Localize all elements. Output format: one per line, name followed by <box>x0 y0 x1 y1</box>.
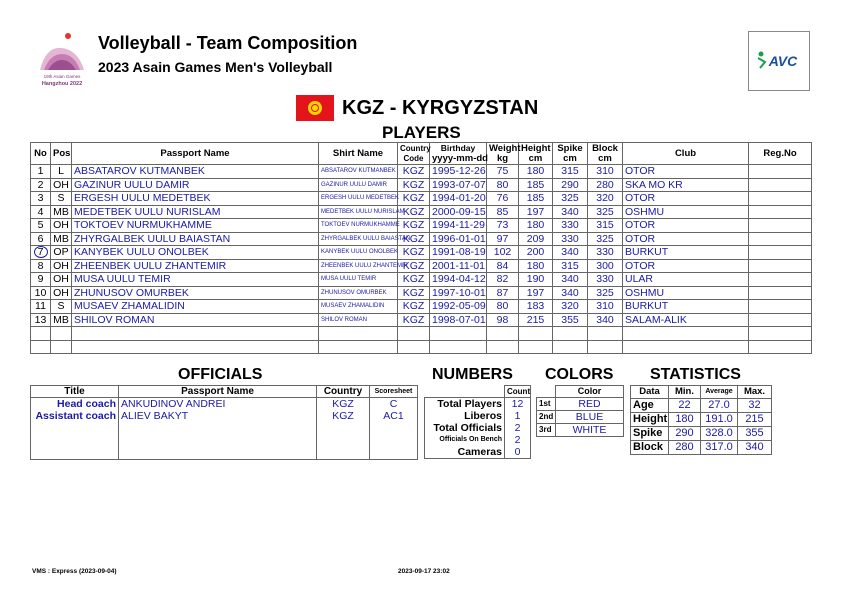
total-officials-value: 2 <box>505 422 531 434</box>
player-passport-name: TOKTOEV NURMUKHAMME <box>72 219 319 233</box>
color-key: 2nd <box>537 411 556 424</box>
player-no: 1 <box>31 165 51 179</box>
player-club: OSHMU <box>623 205 749 219</box>
numbers-row <box>425 422 531 434</box>
official-country: KGZ <box>317 398 370 411</box>
team-heading <box>296 94 538 122</box>
player-block: 280 <box>588 178 623 192</box>
player-pos: S <box>51 300 72 314</box>
player-birthday: 1996-01-01 <box>430 232 487 246</box>
player-no: 8 <box>31 259 51 273</box>
numbers-row <box>425 434 531 446</box>
player-height: 209 <box>519 232 553 246</box>
colors-table <box>536 385 624 437</box>
player-country: KGZ <box>398 259 430 273</box>
player-pos: OH <box>51 286 72 300</box>
player-shirt-name: MUSA UULU TEMIR <box>319 273 398 287</box>
player-club: BURKUT <box>623 246 749 260</box>
player-no: 9 <box>31 273 51 287</box>
player-block: 310 <box>588 165 623 179</box>
svg-text:AVC: AVC <box>768 53 798 69</box>
statistics-section-title: STATISTICS <box>650 366 741 383</box>
cameras-label: Cameras <box>425 446 505 459</box>
player-weight: 80 <box>487 178 519 192</box>
player-shirt-name: ABSATAROV KUTMANBEK <box>319 165 398 179</box>
stat-min: 22 <box>669 399 701 413</box>
player-country: KGZ <box>398 178 430 192</box>
player-shirt-name: ZHYRGALBEK UULU BAIASTAN <box>319 232 398 246</box>
player-weight: 84 <box>487 259 519 273</box>
player-row-empty <box>31 327 812 341</box>
player-row <box>31 178 812 192</box>
player-country: KGZ <box>398 232 430 246</box>
team-name: KGZ - KYRGYZSTAN <box>342 96 539 119</box>
numbers-header-row <box>425 386 531 398</box>
players-table <box>30 142 812 354</box>
player-weight: 76 <box>487 192 519 206</box>
player-reg-no <box>749 232 812 246</box>
players-section-title: PLAYERS <box>382 123 461 142</box>
player-reg-no <box>749 205 812 219</box>
stat-row <box>631 441 772 455</box>
player-block: 340 <box>588 313 623 327</box>
header-count: Count <box>505 386 531 398</box>
player-no: 2 <box>31 178 51 192</box>
header-pos: Pos <box>51 143 72 165</box>
player-height: 185 <box>519 192 553 206</box>
player-pos: MB <box>51 205 72 219</box>
footer-software-version: VMS : Express (2023-09-04) <box>32 568 117 575</box>
officials-header-row <box>31 386 418 398</box>
official-name: ALIEV BAKYT <box>119 410 317 422</box>
color-value: BLUE <box>556 411 624 424</box>
player-row <box>31 313 812 327</box>
player-passport-name: ZHEENBEK UULU ZHANTEMIR <box>72 259 319 273</box>
player-no: 3 <box>31 192 51 206</box>
player-row <box>31 246 812 260</box>
player-shirt-name: SHILOV ROMAN <box>319 313 398 327</box>
player-club: ULAR <box>623 273 749 287</box>
player-height: 180 <box>519 165 553 179</box>
player-reg-no <box>749 246 812 260</box>
player-pos: S <box>51 192 72 206</box>
player-spike: 290 <box>553 178 588 192</box>
player-shirt-name: ERGESH UULU MEDETBEK <box>319 192 398 206</box>
player-country: KGZ <box>398 165 430 179</box>
stat-row <box>631 427 772 441</box>
numbers-row <box>425 410 531 422</box>
official-row <box>31 410 418 422</box>
player-passport-name: KANYBEK UULU ONOLBEK <box>72 246 319 260</box>
header-min: Min. <box>669 386 701 399</box>
player-shirt-name: MUSAEV ZHAMALIDIN <box>319 300 398 314</box>
player-row <box>31 219 812 233</box>
player-weight: 85 <box>487 205 519 219</box>
player-spike: 340 <box>553 246 588 260</box>
statistics-header-row <box>631 386 772 399</box>
captain-mark: 7 <box>34 246 48 258</box>
player-club: OTOR <box>623 259 749 273</box>
player-country: KGZ <box>398 219 430 233</box>
player-weight: 97 <box>487 232 519 246</box>
player-weight: 82 <box>487 273 519 287</box>
player-pos: OH <box>51 219 72 233</box>
player-weight: 102 <box>487 246 519 260</box>
official-scoresheet: C <box>370 398 418 411</box>
svg-text:Hangzhou 2022: Hangzhou 2022 <box>41 81 83 87</box>
numbers-section-title: NUMBERS <box>432 366 513 383</box>
player-shirt-name: MEDETBEK UULU NURISLAM <box>319 205 398 219</box>
stat-average: 27.0 <box>701 399 738 413</box>
footer-timestamp: 2023-09-17 23:02 <box>398 568 450 575</box>
player-club: OTOR <box>623 192 749 206</box>
player-pos: L <box>51 165 72 179</box>
stat-row <box>631 413 772 427</box>
stat-max: 215 <box>738 413 772 427</box>
player-no: 6 <box>31 232 51 246</box>
player-no: 10 <box>31 286 51 300</box>
player-club: OTOR <box>623 165 749 179</box>
player-weight: 73 <box>487 219 519 233</box>
liberos-value: 1 <box>505 410 531 422</box>
player-row <box>31 165 812 179</box>
header-passport-name: Passport Name <box>72 143 319 165</box>
header-country: Country <box>317 386 370 398</box>
player-block: 325 <box>588 232 623 246</box>
numbers-table <box>424 385 531 459</box>
header-color: Color <box>556 386 624 398</box>
player-passport-name: MUSAEV ZHAMALIDIN <box>72 300 319 314</box>
player-row <box>31 300 812 314</box>
player-height: 180 <box>519 259 553 273</box>
player-club: OTOR <box>623 219 749 233</box>
header-reg-no: Reg.No <box>749 143 812 165</box>
player-row <box>31 286 812 300</box>
player-pos: OH <box>51 259 72 273</box>
official-name: ANKUDINOV ANDREI <box>119 398 317 411</box>
player-spike: 315 <box>553 165 588 179</box>
header-height: Height cm <box>519 143 553 165</box>
color-row <box>537 398 624 411</box>
player-birthday: 1991-08-19 <box>430 246 487 260</box>
player-reg-no <box>749 165 812 179</box>
player-club: SKA MO KR <box>623 178 749 192</box>
player-no: 13 <box>31 313 51 327</box>
color-key: 1st <box>537 398 556 411</box>
stat-key: Spike <box>631 427 669 441</box>
player-country: KGZ <box>398 192 430 206</box>
header-average: Average <box>701 386 738 399</box>
stat-max: 355 <box>738 427 772 441</box>
player-spike: 315 <box>553 259 588 273</box>
page-title: Volleyball - Team Composition <box>98 33 358 53</box>
cameras-value: 0 <box>505 446 531 459</box>
stat-row <box>631 399 772 413</box>
total-officials-label: Total Officials <box>425 422 505 434</box>
player-pos: MB <box>51 313 72 327</box>
player-reg-no <box>749 259 812 273</box>
asian-games-logo <box>32 30 92 90</box>
color-row <box>537 424 624 437</box>
official-title: Head coach <box>31 398 119 411</box>
avc-logo <box>748 31 810 91</box>
player-passport-name: MEDETBEK UULU NURISLAM <box>72 205 319 219</box>
player-weight: 80 <box>487 300 519 314</box>
player-no: 11 <box>31 300 51 314</box>
player-club: SALAM-ALIK <box>623 313 749 327</box>
svg-text:19th Asian Games: 19th Asian Games <box>43 74 81 79</box>
player-spike: 340 <box>553 205 588 219</box>
player-height: 200 <box>519 246 553 260</box>
color-row <box>537 411 624 424</box>
stat-key: Block <box>631 441 669 455</box>
player-country: KGZ <box>398 300 430 314</box>
player-passport-name: SHILOV ROMAN <box>72 313 319 327</box>
statistics-table <box>630 385 772 455</box>
kyrgyzstan-flag-icon <box>296 95 334 121</box>
player-country: KGZ <box>398 273 430 287</box>
player-spike: 320 <box>553 300 588 314</box>
player-country: KGZ <box>398 246 430 260</box>
player-weight: 98 <box>487 313 519 327</box>
player-spike: 330 <box>553 219 588 233</box>
stat-average: 191.0 <box>701 413 738 427</box>
player-shirt-name: ZHEENBEK UULU ZHANTEMIR <box>319 259 398 273</box>
player-reg-no <box>749 219 812 233</box>
player-height: 183 <box>519 300 553 314</box>
numbers-row <box>425 446 531 459</box>
officials-table <box>30 385 418 460</box>
officials-section-title: OFFICIALS <box>178 366 263 383</box>
player-birthday: 1994-11-29 <box>430 219 487 233</box>
official-row-empty <box>31 422 418 460</box>
player-block: 315 <box>588 219 623 233</box>
player-row <box>31 273 812 287</box>
page-subtitle: 2023 Asain Games Men's Volleyball <box>98 59 333 75</box>
official-country: KGZ <box>317 410 370 422</box>
player-reg-no <box>749 300 812 314</box>
officials-on-bench-label: Officials On Bench <box>425 434 505 446</box>
header-spike: Spike cm <box>553 143 588 165</box>
player-pos: OH <box>51 178 72 192</box>
player-birthday: 1992-05-09 <box>430 300 487 314</box>
player-height: 185 <box>519 178 553 192</box>
stat-key: Age <box>631 399 669 413</box>
player-height: 197 <box>519 286 553 300</box>
player-passport-name: ERGESH UULU MEDETBEK <box>72 192 319 206</box>
color-value: WHITE <box>556 424 624 437</box>
header-birthday: Birthday yyyy-mm-dd <box>430 143 487 165</box>
player-block: 300 <box>588 259 623 273</box>
player-birthday: 1993-07-07 <box>430 178 487 192</box>
player-height: 190 <box>519 273 553 287</box>
player-pos: OP <box>51 246 72 260</box>
player-no: 4 <box>31 205 51 219</box>
player-club: BURKUT <box>623 300 749 314</box>
player-reg-no <box>749 273 812 287</box>
player-passport-name: GAZINUR UULU DAMIR <box>72 178 319 192</box>
player-no: 5 <box>31 219 51 233</box>
color-key: 3rd <box>537 424 556 437</box>
header-block: Block cm <box>588 143 623 165</box>
stat-average: 328.0 <box>701 427 738 441</box>
stat-average: 317.0 <box>701 441 738 455</box>
stat-min: 280 <box>669 441 701 455</box>
officials-on-bench-value: 2 <box>505 434 531 446</box>
player-birthday: 2001-11-01 <box>430 259 487 273</box>
player-row <box>31 259 812 273</box>
players-header-row <box>31 143 812 165</box>
header-shirt-name: Shirt Name <box>319 143 398 165</box>
player-country: KGZ <box>398 313 430 327</box>
player-reg-no <box>749 313 812 327</box>
header-weight: Weight kg <box>487 143 519 165</box>
player-reg-no <box>749 192 812 206</box>
player-shirt-name: ZHUNUSOV OMURBEK <box>319 286 398 300</box>
player-birthday: 2000-09-15 <box>430 205 487 219</box>
header-no: No <box>31 143 51 165</box>
header-passport-name: Passport Name <box>119 386 317 398</box>
header-title: Title <box>31 386 119 398</box>
numbers-row <box>425 398 531 411</box>
player-spike: 340 <box>553 286 588 300</box>
stat-max: 32 <box>738 399 772 413</box>
player-club: OSHMU <box>623 286 749 300</box>
header-club: Club <box>623 143 749 165</box>
stat-min: 290 <box>669 427 701 441</box>
player-spike: 355 <box>553 313 588 327</box>
player-pos: OH <box>51 273 72 287</box>
stat-key: Height <box>631 413 669 427</box>
player-row-empty <box>31 340 812 354</box>
player-row <box>31 205 812 219</box>
player-row <box>31 232 812 246</box>
color-value: RED <box>556 398 624 411</box>
player-birthday: 1998-07-01 <box>430 313 487 327</box>
player-height: 197 <box>519 205 553 219</box>
player-weight: 87 <box>487 286 519 300</box>
stat-max: 340 <box>738 441 772 455</box>
player-country: KGZ <box>398 205 430 219</box>
player-shirt-name: TOKTOEV NURMUKHAMME <box>319 219 398 233</box>
player-shirt-name: GAZINUR UULU DAMIR <box>319 178 398 192</box>
player-block: 325 <box>588 205 623 219</box>
player-birthday: 1994-04-12 <box>430 273 487 287</box>
player-spike: 325 <box>553 192 588 206</box>
player-block: 310 <box>588 300 623 314</box>
liberos-label: Liberos <box>425 410 505 422</box>
player-no <box>31 246 51 260</box>
player-passport-name: ZHUNUSOV OMURBEK <box>72 286 319 300</box>
player-reg-no <box>749 178 812 192</box>
colors-section-title: COLORS <box>545 366 614 383</box>
player-spike: 340 <box>553 273 588 287</box>
header-max: Max. <box>738 386 772 399</box>
player-country: KGZ <box>398 286 430 300</box>
player-passport-name: ABSATAROV KUTMANBEK <box>72 165 319 179</box>
player-height: 215 <box>519 313 553 327</box>
header-data: Data <box>631 386 669 399</box>
official-row <box>31 398 418 411</box>
total-players-value: 12 <box>505 398 531 411</box>
player-weight: 75 <box>487 165 519 179</box>
player-club: OTOR <box>623 232 749 246</box>
player-block: 320 <box>588 192 623 206</box>
player-birthday: 1997-10-01 <box>430 286 487 300</box>
player-spike: 330 <box>553 232 588 246</box>
player-passport-name: MUSA UULU TEMIR <box>72 273 319 287</box>
header-country-code: Country Code <box>398 143 430 165</box>
player-block: 330 <box>588 246 623 260</box>
player-reg-no <box>749 286 812 300</box>
player-birthday: 1995-12-26 <box>430 165 487 179</box>
stat-min: 180 <box>669 413 701 427</box>
player-block: 325 <box>588 286 623 300</box>
total-players-label: Total Players <box>425 398 505 411</box>
player-block: 330 <box>588 273 623 287</box>
player-row <box>31 192 812 206</box>
official-scoresheet: AC1 <box>370 410 418 422</box>
header-scoresheet: Scoresheet <box>370 386 418 398</box>
colors-header-row <box>537 386 624 398</box>
player-pos: MB <box>51 232 72 246</box>
official-title: Assistant coach <box>31 410 119 422</box>
player-birthday: 1994-01-20 <box>430 192 487 206</box>
player-height: 180 <box>519 219 553 233</box>
player-passport-name: ZHYRGALBEK UULU BAIASTAN <box>72 232 319 246</box>
player-shirt-name: KANYBEK UULU ONOLBEK <box>319 246 398 260</box>
